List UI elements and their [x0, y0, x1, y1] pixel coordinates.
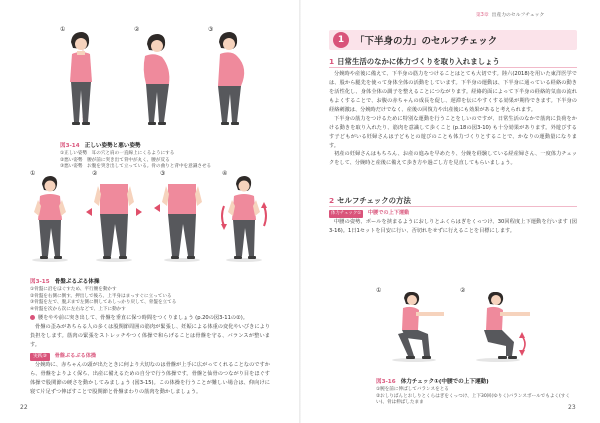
- fig314-note-2: ②悪い姿勢 腰が前に突き出て背中が丸く、腰が反る: [60, 157, 170, 163]
- fig316-caption: [376, 368, 576, 407]
- pelvis-figure-2: [86, 184, 142, 262]
- section-2: [329, 195, 577, 236]
- fig316-note-1: ①腕を前に伸ばしてバランスをとる: [376, 387, 449, 392]
- posture-illustrations: [55, 30, 265, 132]
- section-1-paragraph-2: 下半身の筋力をつけるために特別な運動を行うことをしいのですが、日常生活のなかで筋肉に負荷をかける動きを取り入れたり、筋肉を意識して歩くこと (p.18の図3-10) も十分効果があります。外遊びするす子どもがいる妊婦さんは子どもとの遊びのことも体力づくりとすることで、かなりの運動量になります。: [329, 115, 577, 149]
- title-number-badge: 1: [333, 32, 349, 48]
- fig316-label: 図3-16: [376, 379, 396, 385]
- page-number-right: 23: [568, 404, 576, 411]
- fig315-num-1: ①: [30, 170, 36, 177]
- left-paragraph-1: 腰をやや前に突き出して、骨盤を垂直に保つ時間をつくりましょう (p.20の図3-11の②)。: [30, 314, 270, 323]
- page-number-left: 22: [20, 404, 28, 411]
- bullet-dot: [30, 315, 35, 320]
- fig314-title: 正しい姿勢と悪い姿勢: [84, 143, 141, 149]
- fig315-note-2: ②骨盤を右側に倒す。押出しで後ろ、上半身はまっすぐに立っている: [30, 293, 172, 299]
- exercise-text: 分娩時に、赤ちゃんの頭が出たときに何より大切なのは骨盤が上手に広がってくれることなのですから、骨盤をよりよく保ち、出産に備えるための自分で行う体操です。骨盤と仙骨のつながり目をほぐす体操で股関節の硬さを動かしてみましょう (図3-15)。この体操を行うことが難しい場合は、仰向けに寝て片足ずつ伸ばすことで股関節と骨盤まわりの筋肉を動かしましょう。: [30, 362, 270, 395]
- fig314-num-3: ③: [208, 26, 214, 33]
- posture-figure-bad-2: [218, 32, 244, 125]
- fig314-num-1: ①: [60, 26, 66, 33]
- section-1-paragraph-1: 分娩時や産後に備えて、下半身の筋力をつけることはとても大切です。陸六(2018)を用いた東洋医学では、股から腿先を使って身体全体の活動をしています。下半身の運動は、下半身に通っている経絡の動きを活性化し、身体全体の調子を整えることにつながります。経絡的面によって下半身の経絡的気血の流れもよくすることで、お腹の赤ちゃんの成長を促し、遅滞を伝にやすくする効果が期待できます。下半身の経絡刺激は、分娩時だけでなく、産後の回復力や出産後にも効果があると考えられます。: [329, 71, 577, 113]
- check-text: 中腰の姿勢、ボールを挟まるようにおしりとふくらはぎをくっつけ、30回程度上下運動を行います (図3-16)。1日1セットを目安に行い、否切れをせずに行えることを目標にします。: [329, 218, 577, 234]
- check-label: 体力チェック①: [331, 211, 362, 216]
- section-1-rule: [329, 67, 577, 68]
- fig314-note-3: ③悪い姿勢 お腹を突き出して立っている。骨の曲りと背中を意識させる: [60, 164, 212, 170]
- fig316-num-1: ①: [376, 287, 382, 294]
- page-title-band: [329, 30, 577, 50]
- fig314-note-1: ①正しい姿勢 耳の穴と肩の一直線上にくるようにする: [60, 151, 175, 156]
- section-1-paragraph-3: 初産の妊婦さんはもちろん、お産の進みを早めたり、分娩を経験している経産婦さん、一度体力チェックをして、分娩時と産後に備えて歩き方や過ごし方を見直してもらいましょう。: [329, 151, 577, 167]
- section-1: [329, 56, 577, 168]
- exercise-title: 骨盤ぷるぷる体操: [54, 352, 97, 359]
- posture-figure-bad-1: [144, 34, 170, 125]
- fig316-title: 体力チェック①(中腰での上下運動): [400, 379, 489, 385]
- pelvis-figure-3: [154, 184, 202, 262]
- header-chapter: 第3章: [476, 13, 489, 18]
- pelvis-figure-1: [32, 176, 68, 262]
- left-body-text: [30, 314, 270, 397]
- section-1-heading: 1 日常生活のなかに体力づくりを取り入れましょう: [329, 57, 500, 66]
- pelvis-figure-4: [221, 176, 267, 262]
- squat-figure-2: [476, 292, 530, 362]
- fig316-num-2: ②: [460, 287, 466, 294]
- fig315-note-3: ③骨盤を左で、腹ぶまで左側に倒してあしっかり戻して、骨盤を立てる: [30, 300, 177, 306]
- squat-illustrations: [384, 292, 544, 364]
- check-heading: [329, 209, 577, 218]
- fig315-caption: [30, 268, 270, 314]
- fig315-label: 図3-15: [30, 279, 50, 285]
- posture-figure-correct: [70, 32, 92, 126]
- section-2-rule: [329, 206, 577, 207]
- section-2-heading: 2 セルフチェックの方法: [329, 196, 411, 205]
- check-title: 中腰での上下運動: [367, 210, 410, 216]
- exercise-heading: [30, 352, 270, 361]
- page-gutter: [299, 0, 301, 423]
- page-title: 「下半身の力」のセルフチェック: [355, 36, 498, 47]
- fig315-num-2: ②: [92, 170, 98, 177]
- section-1-body: [329, 70, 577, 168]
- left-paragraph-2: 骨盤の歪みがあちらる人の多くは股関節周囲の筋肉が緊張し、妊娠による体重の変化やいびきにより負担をします。筋肉の緊張をストレッチやつく体操で和らげることは骨盤を守る、バランスが整います。: [30, 323, 270, 348]
- pelvis-exercise-illustrations: [26, 176, 272, 264]
- fig315-num-3: ③: [160, 170, 166, 177]
- section-2-body: [329, 209, 577, 236]
- fig316-note-2: ②おしりばんとおしりとくらはぎをくっつけ、上下30回(ゆりく)バランスボールでもよく(すくい)、骨は伸ばしたまま: [376, 393, 570, 406]
- squat-figure-1: [392, 292, 444, 362]
- fig315-num-4: ④: [222, 170, 228, 177]
- fig315-note-4: ④骨盤を次から次に左右などで、上下に動かす: [30, 306, 126, 312]
- fig315-title: 骨盤ぷるぷる体操: [54, 279, 100, 285]
- fig314-caption: [60, 132, 260, 171]
- header-title: 出産力のセルフチェック: [491, 13, 545, 18]
- exercise-label: 実践③: [30, 353, 50, 361]
- fig314-num-2: ②: [134, 26, 140, 33]
- section-1-number: 1: [329, 57, 335, 66]
- running-header: [476, 11, 544, 18]
- fig314-label: 図3-14: [60, 143, 80, 149]
- section-2-number: 2: [329, 196, 335, 205]
- fig315-note-1: ①骨盤に沿をほぐすため、平行腰を動かす: [30, 287, 117, 292]
